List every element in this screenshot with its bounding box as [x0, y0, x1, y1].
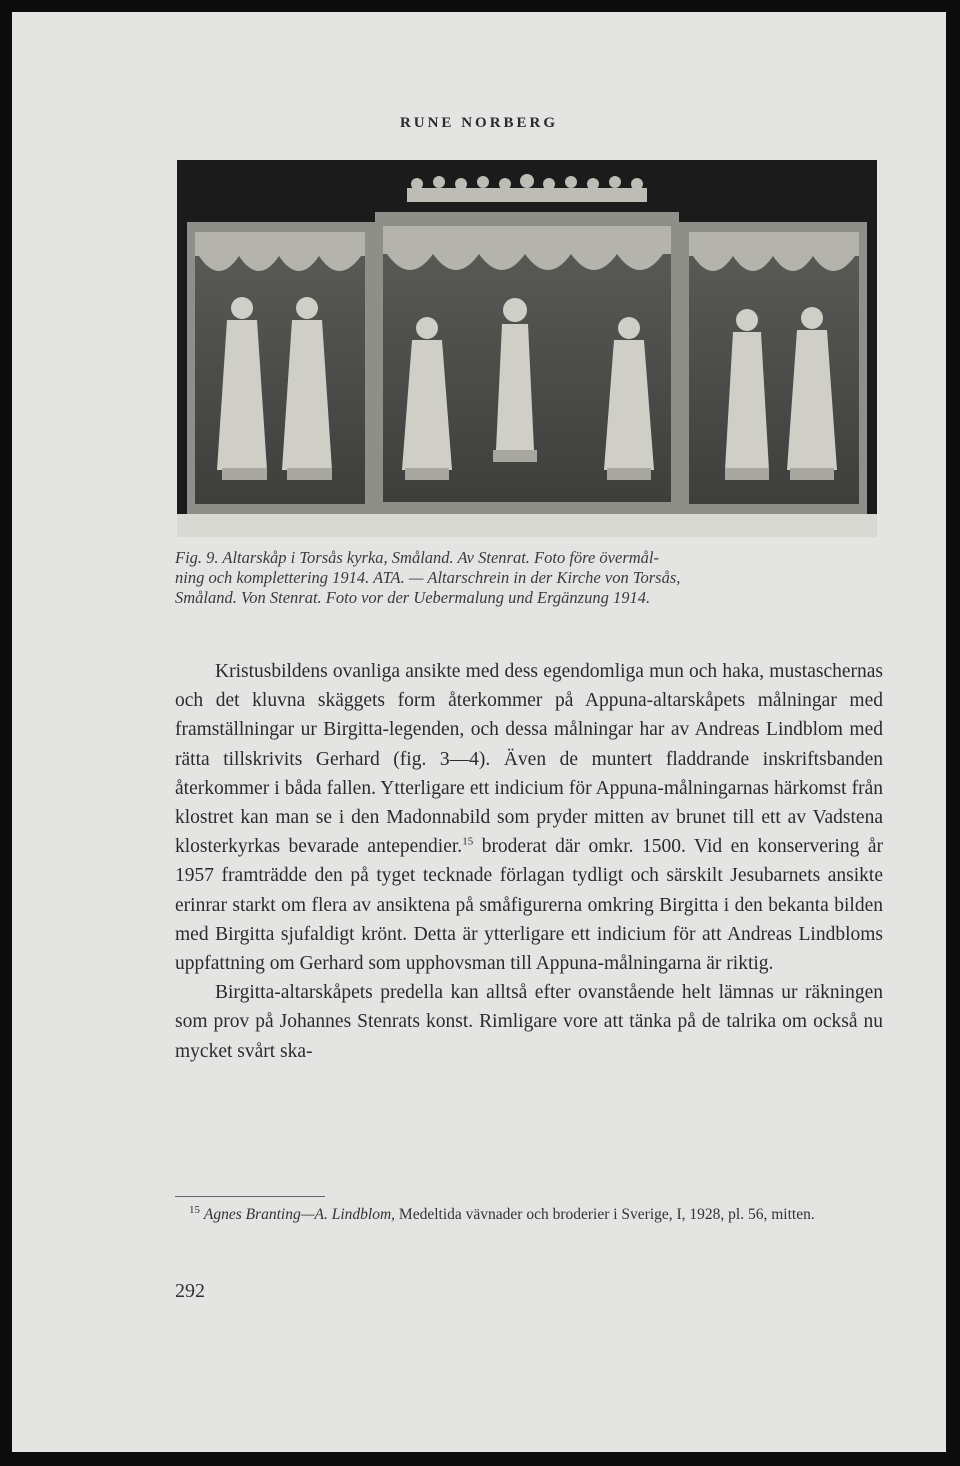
footnote-author: Agnes Branting—A. Lindblom,: [203, 1206, 396, 1223]
body-text: [175, 657, 883, 1066]
paragraph-text: Kristusbildens ovanliga ansikte med dess egendomliga mun och haka, mustaschernas och det kluvna skäggets form återkommer på Appuna-altarskåpets målningar med framställningar ur Birgitta-legenden, och dessa målningar har av Andreas Lindblom med rätta tillskrivits Gerhard (fig. 3—4). Även de muntert fladdrande inskriftsbanden återkommer i båda fallen. Ytterligare ett indicium för Appuna-målningarnas härkomst från klostret kan man se i den Madonnabild som pryder mitten av brunet till ett av Vadstena klosterkyrkas bevarade antependier.: [175, 661, 883, 858]
footnote-ref: 15: [462, 835, 474, 848]
paragraph-text: broderat där omkr. 1500. Vid en konservering år 1957 framträdde den på tyget tecknade förlagan tydligt och särskilt Jesubarnets ansikte erinrar starkt om flera av ansiktena på småfigurerna omkring Birgitta i den bekanta bilden med Birgitta sjufaldigt krönt. Detta är ytterligare ett indicium för att Andreas Lindbloms uppfattning om Gerhard som upphovsman till Appuna-målningarna är riktig.: [175, 836, 883, 975]
paragraph: Birgitta-altarskåpets predella kan alltså efter ovanstående helt lämnas ur räkningen som prov på Johannes Stenrats konst. Rimligare vore att tänka på de talrika om också nu mycket svårt ska-: [175, 982, 883, 1062]
altarpiece-photo: [177, 160, 877, 537]
footnote-divider: [175, 1196, 325, 1197]
caption-line: Småland. Von Stenrat. Foto vor der Uebermalung und Ergänzung 1914.: [175, 588, 651, 607]
footnote-number: 15: [189, 1203, 200, 1216]
caption-line: ning och komplettering 1914. ATA. — Altarschrein in der Kirche von Torsås,: [175, 568, 681, 587]
running-head: RUNE NORBERG: [399, 115, 559, 131]
footnote: [175, 1204, 883, 1225]
figure-caption: [175, 548, 883, 608]
book-page: [12, 12, 946, 1452]
caption-line: Fig. 9. Altarskåp i Torsås kyrka, Småland. Av Stenrat. Foto före övermål-: [175, 548, 659, 567]
page-number: 292: [175, 1280, 205, 1302]
footnote-text: Medeltida vävnader och broderier i Sverige, I, 1928, pl. 56, mitten.: [395, 1206, 815, 1223]
paragraph: [175, 657, 883, 978]
